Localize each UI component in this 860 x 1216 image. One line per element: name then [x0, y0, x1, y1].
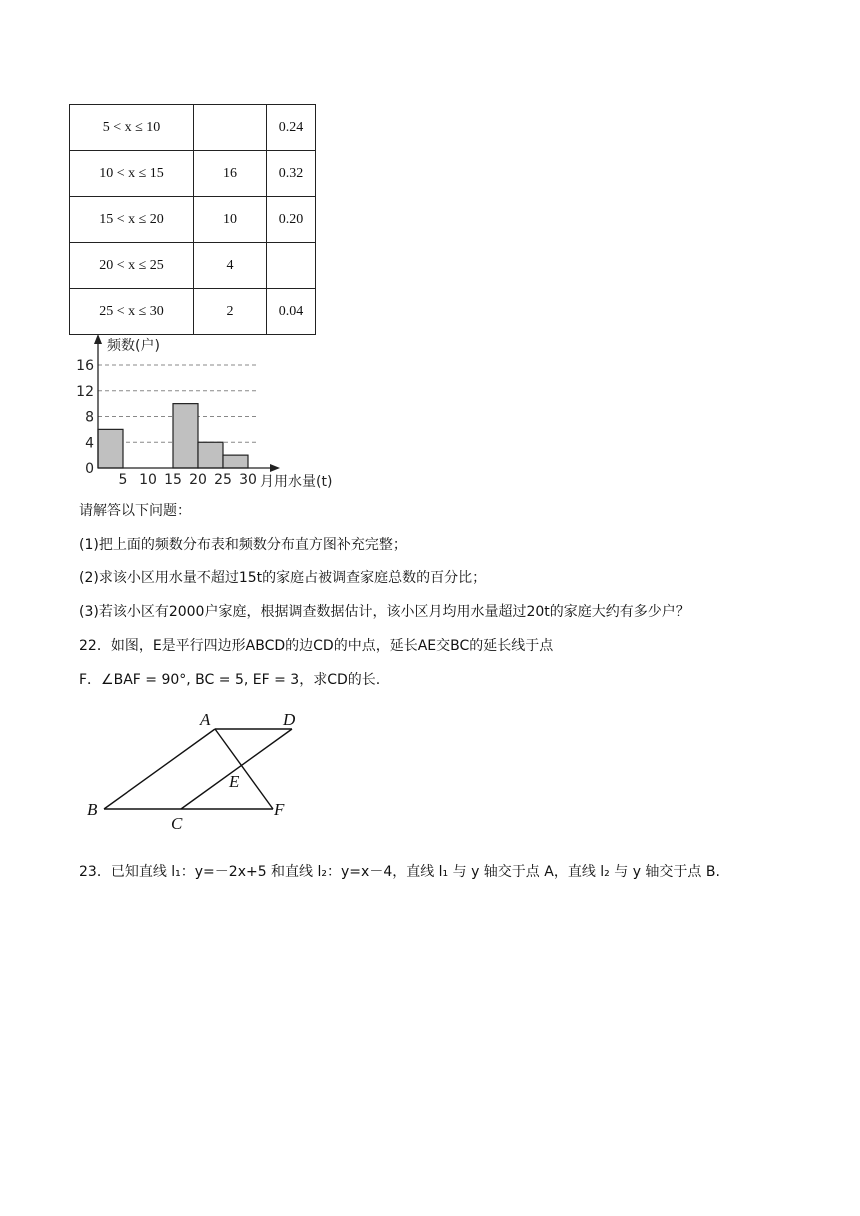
histogram-bar — [173, 404, 198, 468]
label-a: A — [200, 710, 211, 729]
question-1: (1)把上面的频数分布表和频数分布直方图补充完整； — [79, 537, 407, 553]
count-cell — [194, 105, 267, 151]
label-e: E — [229, 772, 240, 791]
count-cell: 16 — [194, 151, 267, 197]
y-tick-label: 16 — [76, 358, 94, 374]
x-tick-label: 30 — [239, 472, 257, 488]
frequency-cell: 0.24 — [267, 105, 316, 151]
count-cell: 2 — [194, 289, 267, 335]
y-tick-label: 12 — [76, 383, 94, 400]
range-cell: 10 < x ≤ 15 — [70, 151, 194, 197]
y-tick-label: 4 — [85, 435, 94, 452]
count-cell: 4 — [194, 243, 267, 289]
table-row — [70, 289, 316, 335]
y-axis-label: 频数(户) — [107, 338, 160, 354]
table-row — [70, 105, 316, 151]
y-axis-arrow — [94, 334, 102, 344]
x-tick-label: 5 — [118, 472, 128, 488]
segment-af — [215, 729, 273, 809]
histogram-bar — [198, 442, 223, 468]
range-cell: 20 < x ≤ 25 — [70, 243, 194, 289]
range-cell: 5 < x ≤ 10 — [70, 105, 194, 151]
frequency-cell — [267, 243, 316, 289]
label-c: C — [171, 814, 183, 833]
histogram-bar — [98, 429, 123, 468]
table-row — [70, 243, 316, 289]
frequency-cell: 0.32 — [267, 151, 316, 197]
problem-23: 23．已知直线 l₁：y=－2x+5 和直线 l₂：y=x－4，直线 l₁ 与 y 轴交于点 A，直线 l₂ 与 y 轴交于点 B. — [79, 864, 720, 880]
label-d: D — [283, 710, 296, 729]
x-axis-arrow — [270, 464, 280, 472]
x-tick-label: 10 — [139, 472, 157, 488]
prompt-text: 请解答以下问题： — [79, 503, 191, 519]
y-tick-label: 8 — [85, 409, 94, 426]
label-b: B — [87, 800, 98, 819]
table-row — [70, 151, 316, 197]
range-cell: 15 < x ≤ 20 — [70, 197, 194, 243]
frequency-histogram — [60, 332, 360, 492]
x-axis-label: 月用水量(t) — [260, 474, 333, 490]
frequency-cell: 0.04 — [267, 289, 316, 335]
problem-22-line-2: F．∠BAF = 90°, BC = 5, EF = 3，求CD的长. — [79, 672, 381, 688]
frequency-cell: 0.20 — [267, 197, 316, 243]
parallelogram-figure — [80, 705, 340, 835]
table-row — [70, 197, 316, 243]
count-cell: 10 — [194, 197, 267, 243]
frequency-table — [69, 104, 316, 335]
histogram-bar — [223, 455, 248, 468]
y-tick-label: 0 — [85, 461, 94, 477]
x-tick-label: 25 — [214, 472, 232, 488]
question-2: (2)求该小区用水量不超过15t的家庭占被调查家庭总数的百分比； — [79, 570, 487, 586]
label-f: F — [274, 800, 285, 819]
x-tick-label: 15 — [164, 472, 182, 488]
question-3: (3)若该小区有2000户家庭，根据调查数据估计，该小区月均用水量超过20t的家庭大约有多少户？ — [79, 604, 690, 620]
problem-22-line-1: 22．如图，E是平行四边形ABCD的边CD的中点，延长AE交BC的延长线于点 — [79, 638, 554, 654]
x-tick-label: 20 — [189, 472, 207, 488]
range-cell: 25 < x ≤ 30 — [70, 289, 194, 335]
